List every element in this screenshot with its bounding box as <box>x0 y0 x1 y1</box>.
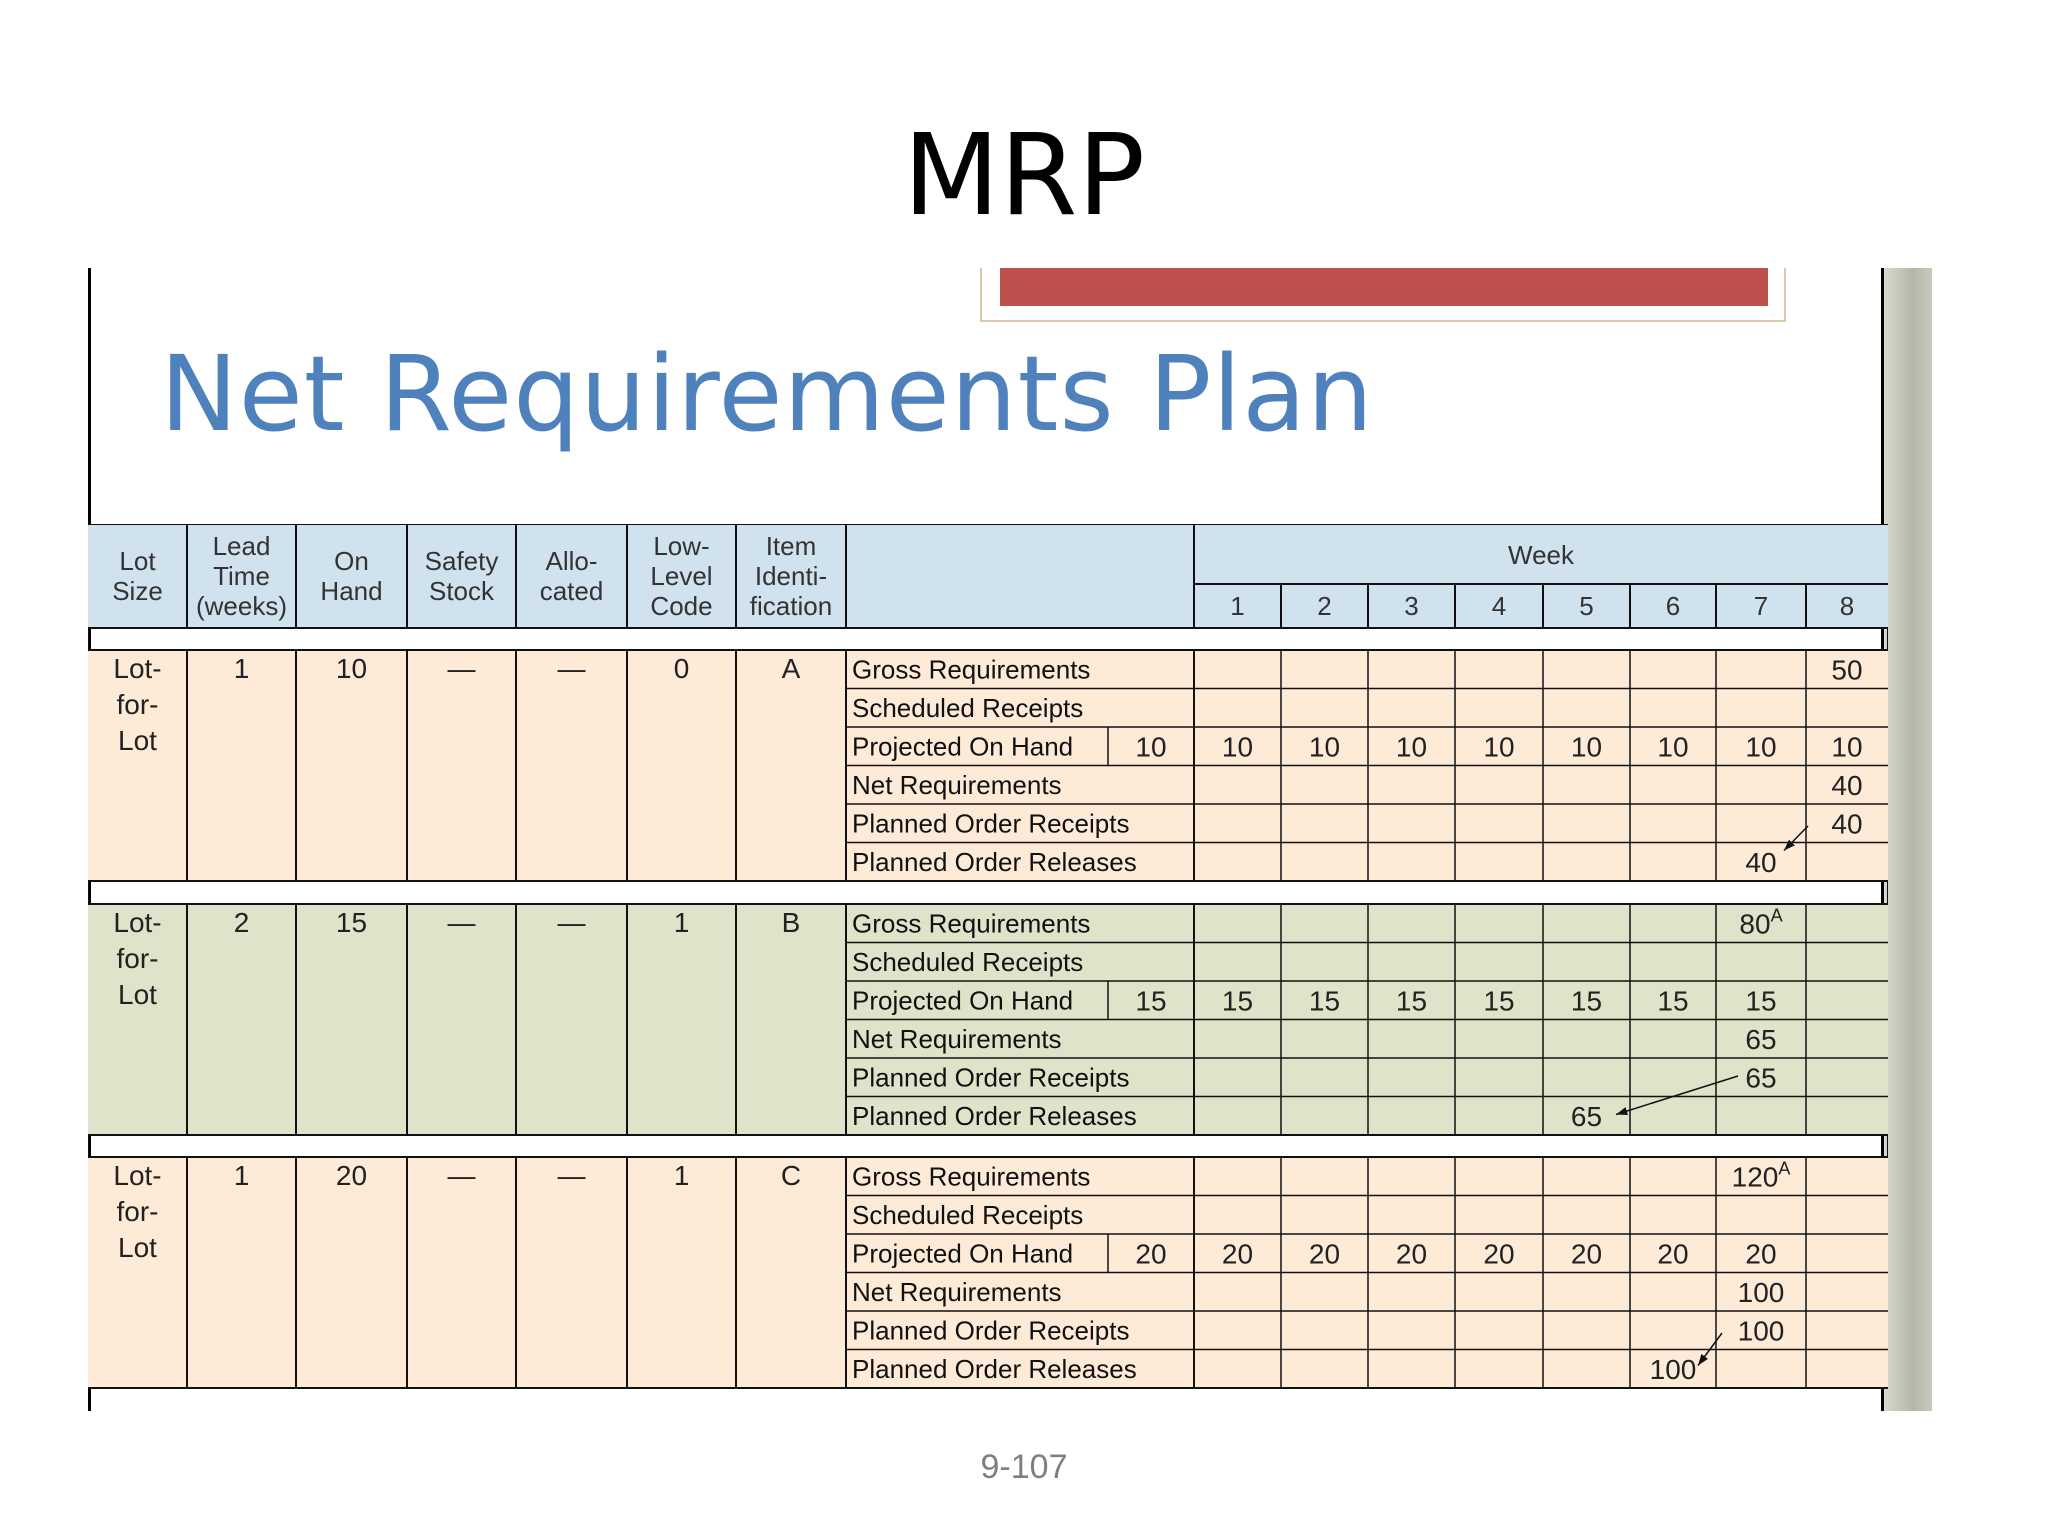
week-cell-value: 40 <box>1831 808 1863 840</box>
week-number: 6 <box>1665 591 1681 621</box>
lot-size-text: for- <box>116 1196 159 1227</box>
header-label: Hand <box>320 576 383 606</box>
week-cell-value: 15 <box>1570 985 1603 1017</box>
item-info-value: 1 <box>673 1160 690 1191</box>
week-cell-value: 15 <box>1745 985 1777 1017</box>
header-label: Allo- <box>545 546 598 576</box>
header-label: Stock <box>428 576 495 606</box>
week-cell-value: 20 <box>1221 1238 1254 1270</box>
week-cell-value: 10 <box>1570 731 1603 763</box>
week-cell-value: 20 <box>1745 1238 1777 1270</box>
week-cell-value: 10 <box>1831 731 1863 763</box>
initial-on-hand: 20 <box>1135 1238 1167 1270</box>
row-label: Planned Order Receipts <box>852 1062 1130 1093</box>
week-cell-value: 100 <box>1737 1277 1785 1308</box>
week-cell-value: 10 <box>1745 731 1777 763</box>
week-cell-value: 20 <box>1308 1238 1341 1270</box>
row-label: Planned Order Releases <box>852 847 1137 877</box>
header-label: Low- <box>653 531 710 561</box>
item-info-value: — <box>557 653 586 684</box>
week-cell-value: 20 <box>1657 1238 1689 1270</box>
lot-size-text: Lot <box>118 725 157 756</box>
row-label: Scheduled Receipts <box>852 693 1084 723</box>
week-cell-value: $80^A$ <box>1739 905 1783 940</box>
week-cell-value: 65 <box>1745 1024 1777 1055</box>
week-cell-value: 20 <box>1395 1238 1428 1270</box>
week-cell-value: 100 <box>1737 1315 1785 1347</box>
row-label: Planned Order Releases <box>852 1354 1137 1384</box>
item-info-value: 0 <box>673 653 690 684</box>
week-number: 2 <box>1317 591 1332 621</box>
week-cell-value: 10 <box>1395 731 1428 763</box>
week-number: 7 <box>1753 591 1769 621</box>
week-cell-value: 100 <box>1649 1354 1697 1385</box>
item-info-value: C <box>780 1160 802 1191</box>
lot-size-text: for- <box>116 689 159 720</box>
item-info-value: — <box>557 1160 586 1191</box>
decorative-side-strip <box>1884 268 1932 1411</box>
header-label: Safety <box>424 546 499 576</box>
lot-size-text: Lot- <box>113 1160 162 1191</box>
week-cell-value: 40 <box>1831 770 1863 801</box>
initial-on-hand: 15 <box>1135 985 1167 1017</box>
row-label: Net Requirements <box>852 770 1062 800</box>
row-label: Planned Order Receipts <box>852 808 1130 839</box>
lot-size-text: for- <box>116 943 159 974</box>
week-cell-value: 15 <box>1657 985 1689 1017</box>
header-label: On <box>334 546 369 576</box>
row-label: Planned Order Receipts <box>852 1315 1130 1346</box>
week-cell-value: 20 <box>1483 1238 1515 1270</box>
row-label: Net Requirements <box>852 1024 1062 1054</box>
week-cell-value: 15 <box>1221 985 1254 1017</box>
item-info-value: 2 <box>233 907 250 938</box>
row-label: Gross Requirements <box>852 1161 1091 1192</box>
header-label: Item <box>765 531 817 561</box>
item-info-value: 20 <box>335 1160 368 1191</box>
item-info-value: B <box>781 907 801 938</box>
header-label: fication <box>749 591 833 621</box>
week-number: 3 <box>1404 591 1419 621</box>
slide-title: MRP <box>903 111 1145 241</box>
lot-size-text: Lot- <box>113 653 162 684</box>
week-cell-value: 65 <box>1745 1062 1777 1094</box>
week-cell-value: 40 <box>1745 847 1777 878</box>
row-label: Projected On Hand <box>852 1238 1074 1269</box>
item-info-value: 1 <box>673 907 690 938</box>
initial-on-hand: 10 <box>1135 731 1167 763</box>
decorative-red-bar <box>1000 268 1768 306</box>
week-cell-value: 10 <box>1308 731 1341 763</box>
week-cell-value: 65 <box>1570 1101 1603 1132</box>
lot-size-text: Lot <box>118 979 157 1010</box>
week-cell-value: 10 <box>1657 731 1689 763</box>
row-label: Projected On Hand <box>852 731 1074 762</box>
item-info-value: 15 <box>335 907 368 938</box>
row-label: Scheduled Receipts <box>852 1200 1084 1230</box>
row-label: Gross Requirements <box>852 654 1091 685</box>
week-cell-value: 50 <box>1831 654 1863 686</box>
lot-size-text: Lot <box>118 1232 157 1263</box>
header-label: Code <box>650 591 713 621</box>
page-number: 9-107 <box>980 1448 1068 1486</box>
item-info-value: 1 <box>233 1160 250 1191</box>
row-label: Planned Order Releases <box>852 1101 1137 1131</box>
figure-image <box>88 268 1884 1411</box>
item-info-value: A <box>781 653 801 684</box>
row-label: Net Requirements <box>852 1277 1062 1307</box>
item-info-value: — <box>557 907 586 938</box>
week-number: 8 <box>1839 591 1855 621</box>
week-cell-value: 10 <box>1483 731 1515 763</box>
decorative-header-frame <box>980 268 1786 322</box>
week-cell-value: 15 <box>1483 985 1515 1017</box>
row-label: Gross Requirements <box>852 908 1091 939</box>
row-label: Scheduled Receipts <box>852 947 1084 977</box>
header-label: cated <box>539 576 604 606</box>
week-cell-value: 15 <box>1395 985 1428 1017</box>
week-header-label: Week <box>1508 540 1574 570</box>
week-number: 4 <box>1491 591 1507 621</box>
header-label: Identi- <box>754 561 828 591</box>
week-number: 1 <box>1230 591 1245 621</box>
mrp-table <box>88 524 1888 1414</box>
item-info-value: — <box>447 653 476 684</box>
header-label: (weeks) <box>195 591 288 621</box>
lot-size-text: Lot- <box>113 907 162 938</box>
header-label: Size <box>112 576 163 606</box>
header-label: Level <box>650 561 713 591</box>
week-number: 5 <box>1579 591 1594 621</box>
item-info-value: — <box>447 1160 476 1191</box>
week-cell-value: $120^A$ <box>1731 1158 1791 1193</box>
header-label: Lead <box>212 531 271 561</box>
row-label: Projected On Hand <box>852 985 1074 1016</box>
item-info-value: 1 <box>233 653 250 684</box>
item-info-value: — <box>447 907 476 938</box>
week-cell-value: 10 <box>1221 731 1254 763</box>
header-label: Lot <box>119 546 156 576</box>
week-cell-value: 20 <box>1570 1238 1603 1270</box>
figure-title: Net Requirements Plan <box>160 333 1374 455</box>
week-cell-value: 15 <box>1308 985 1341 1017</box>
item-info-value: 10 <box>335 653 368 684</box>
header-label: Time <box>213 561 270 591</box>
